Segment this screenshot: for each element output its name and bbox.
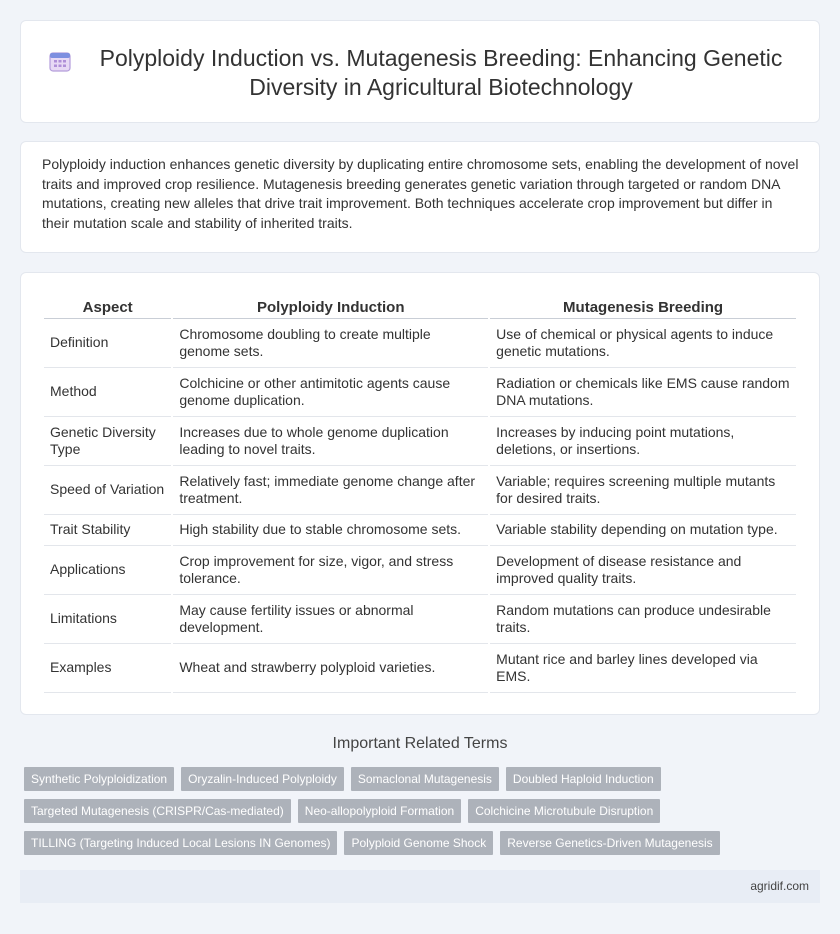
term-tag[interactable]: Targeted Mutagenesis (CRISPR/Cas-mediated): [24, 799, 291, 823]
table-row: [44, 515, 796, 546]
footer-site-link[interactable]: agridif.com: [750, 879, 809, 893]
intro-card: [20, 141, 820, 253]
polyploidy-cell: Wheat and strawberry polyploid varieties.: [173, 644, 488, 693]
polyploidy-cell: High stability due to stable chromosome sets.: [173, 515, 488, 546]
table-row: [44, 319, 796, 368]
comparison-table: [42, 297, 798, 693]
mutagenesis-cell: Variable; requires screening multiple mutants for desired traits.: [490, 466, 796, 515]
mutagenesis-cell: Increases by inducing point mutations, deletions, or insertions.: [490, 417, 796, 466]
polyploidy-cell: Colchicine or other antimitotic agents cause genome duplication.: [173, 368, 488, 417]
footer: [20, 870, 820, 903]
term-tag[interactable]: Reverse Genetics-Driven Mutagenesis: [500, 831, 719, 855]
term-tag[interactable]: Polyploid Genome Shock: [344, 831, 493, 855]
term-row: [24, 831, 824, 855]
table-row: [44, 644, 796, 693]
term-tag[interactable]: Colchicine Microtubule Disruption: [468, 799, 660, 823]
table-row: [44, 595, 796, 644]
title-card: [20, 20, 820, 123]
mutagenesis-cell: Development of disease resistance and improved quality traits.: [490, 546, 796, 595]
related-terms-title: Important Related Terms: [332, 735, 508, 752]
table-header-row: [44, 297, 796, 319]
aspect-cell: Applications: [44, 546, 171, 595]
aspect-cell: Examples: [44, 644, 171, 693]
table-row: [44, 546, 796, 595]
term-tag[interactable]: Somaclonal Mutagenesis: [351, 767, 499, 791]
header-aspect: Aspect: [44, 297, 171, 319]
aspect-cell: Method: [44, 368, 171, 417]
header-mutagenesis: Mutagenesis Breeding: [490, 297, 796, 319]
aspect-cell: Trait Stability: [44, 515, 171, 546]
aspect-cell: Genetic Diversity Type: [44, 417, 171, 466]
intro-paragraph: Polyploidy induction enhances genetic diversity by duplicating entire chromosome sets, enabling the development of novel traits and improved crop resilience. Mutagenesis breeding generates genetic variation through targeted or random DNA mutations, creating new alleles that drive trait improvement. Both techniques accelerate crop improvement but differ in their mutation scale and stability of inherited traits.: [42, 156, 799, 231]
aspect-cell: Limitations: [44, 595, 171, 644]
table-row: [44, 417, 796, 466]
polyploidy-cell: Increases due to whole genome duplication leading to novel traits.: [173, 417, 488, 466]
term-tag[interactable]: Neo-allopolyploid Formation: [298, 799, 461, 823]
table-row: [44, 466, 796, 515]
polyploidy-cell: Chromosome doubling to create multiple genome sets.: [173, 319, 488, 368]
polyploidy-cell: Relatively fast; immediate genome change after treatment.: [173, 466, 488, 515]
aspect-cell: Definition: [44, 319, 171, 368]
term-tag[interactable]: TILLING (Targeting Induced Local Lesions IN Genomes): [24, 831, 337, 855]
page-title: Polyploidy Induction vs. Mutagenesis Breeding: Enhancing Genetic Diversity in Agricultural Biotechnology: [99, 44, 783, 100]
term-row: [24, 799, 824, 823]
aspect-cell: Speed of Variation: [44, 466, 171, 515]
term-row: [24, 767, 824, 791]
polyploidy-cell: May cause fertility issues or abnormal development.: [173, 595, 488, 644]
table-row: [44, 368, 796, 417]
term-tag[interactable]: Synthetic Polyploidization: [24, 767, 174, 791]
term-tag[interactable]: Doubled Haploid Induction: [506, 767, 661, 791]
mutagenesis-cell: Mutant rice and barley lines developed via EMS.: [490, 644, 796, 693]
header-polyploidy: Polyploidy Induction: [173, 297, 488, 319]
polyploidy-cell: Crop improvement for size, vigor, and stress tolerance.: [173, 546, 488, 595]
mutagenesis-cell: Use of chemical or physical agents to induce genetic mutations.: [490, 319, 796, 368]
comparison-table-card: [20, 272, 820, 715]
related-terms: [24, 767, 824, 863]
mutagenesis-cell: Random mutations can produce undesirable traits.: [490, 595, 796, 644]
term-tag[interactable]: Oryzalin-Induced Polyploidy: [181, 767, 344, 791]
mutagenesis-cell: Radiation or chemicals like EMS cause random DNA mutations.: [490, 368, 796, 417]
mutagenesis-cell: Variable stability depending on mutation type.: [490, 515, 796, 546]
